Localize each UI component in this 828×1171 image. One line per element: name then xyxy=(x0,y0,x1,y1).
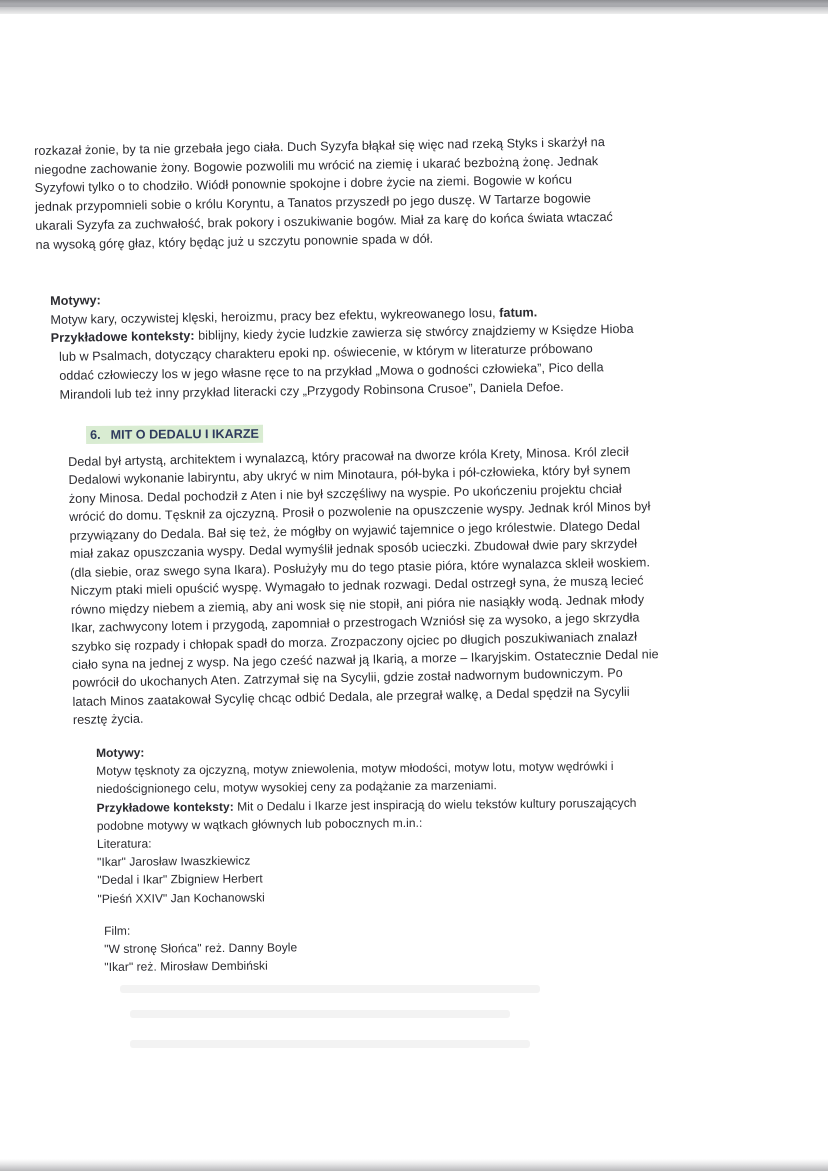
text-line: jednak przypomnieli sobie o królu Koryntu, a Tanatos przyszedł po jego duszę. W Tartarze bogowie xyxy=(34,191,592,215)
literature-item: "Ikar" Jarosław Iwaszkiewicz xyxy=(97,853,251,870)
contexts-line: Mirandoli lub też inny przykład literacki czy „Przygody Robinsona Crusoe”, Daniela Defoe. xyxy=(59,379,564,402)
section6-heading xyxy=(86,425,263,444)
motifs-line: niedoścignionego celu, motyw wysokiej ceny za podążanie za marzeniami. xyxy=(96,778,497,797)
motifs-bold-tail: fatum. xyxy=(499,305,538,320)
contexts-label: Przykładowe konteksty: xyxy=(50,329,195,346)
film-item: "W stronę Słońca" reż. Danny Boyle xyxy=(104,940,298,957)
contexts-label: Przykładowe konteksty: xyxy=(96,799,234,815)
contexts-first-line: biblijny, kiedy życie ludzkie zawierza się stwórcy znajdziemy w Księdze Hioba xyxy=(198,322,634,344)
text-line: latach Minos zaatakował Sycylię chcąc odbić Dedala, ale przegrał walkę, a Dedal spędził na Sycylii xyxy=(72,684,630,709)
show-through-mark xyxy=(120,985,540,993)
motifs-line: Motyw tęsknoty za ojczyzną, motyw zniewolenia, motyw młodości, motyw lotu, motyw wędrówki i xyxy=(96,759,614,779)
literature-item: "Pieśń XXIV" Jan Kochanowski xyxy=(97,890,265,906)
text-line: przywiązany do Dedala. Bał się też, że mógłby on wyjawić tajemnice o jego królestwie. Dlatego Dedal xyxy=(69,518,641,543)
text-line: Dedalowi wykonanie labiryntu, aby ukryć w nim Minotaura, pół-byka i pół-człowieka, który był synem xyxy=(68,463,631,488)
text-line: równo między niebem a ziemią, aby ani wosk się nie stopił, ani pióra nie nasiąkły wodą. Jednak młody xyxy=(70,592,645,617)
text-line: (dla siebie, oraz swego syna Ikara). Posłużyły mu do tego ptasie pióra, które wynalazca skleił woskiem. xyxy=(70,555,651,580)
text-line: na wysoką górę głaz, który będąc już u szczytu ponownie spada w dół. xyxy=(35,231,434,252)
text-line: wrócić do domu. Tęsknił za ojczyzną. Prosił o pozwolenie na opuszczenie wyspy. Jednak król Minos był xyxy=(69,499,651,525)
contexts-line: oddać człowieczy los w jego własne ręce to na przykład „Mowa o godności człowieka”, Pico della xyxy=(59,360,604,383)
text-line: żony Minosa. Dedal pochodził z Aten i nie był szczęśliwy na wyspie. Po ukończeniu projektu chciał xyxy=(68,481,622,506)
show-through-mark xyxy=(130,1040,530,1048)
motifs-label: Motywy: xyxy=(50,293,101,308)
text-line: powrócił do ukochanych Aten. Zatrzymał się na Sycylii, gdzie został nadwornym budowniczym. Po xyxy=(72,666,623,691)
section5-motifs-block xyxy=(50,283,635,404)
text-line: ukarali Syzyfa za zuchwałość, brak pokory i oszukiwanie bogów. Miał za karę do końca świata wtaczać xyxy=(35,209,613,233)
scan-top-shadow-line xyxy=(0,4,828,7)
section5-paragraph xyxy=(34,133,613,254)
text-line: resztę życia. xyxy=(72,712,144,728)
film-label: Film: xyxy=(104,923,131,938)
motifs-text: Motyw kary, oczywistej klęski, heroizmu, pracy bez efektu, wykreowanego losu, xyxy=(50,305,496,327)
text-line: miał zakaz opuszczania wyspy. Dedal wymyślił jednak sposób ucieczki. Zbudował dwie pary skrzydeł xyxy=(69,536,638,562)
contexts-first-line: Mit o Dedalu i Ikarze jest inspiracją do wielu tekstów kultury poruszających xyxy=(237,795,637,814)
text-line: ciało syna na jednej z wysp. Na jego cześć nazwał ją Ikarią, a morze – Ikaryjskim. Ostatecznie Dedal nie xyxy=(71,647,659,672)
section-title: MIT O DEDALU I IKARZE xyxy=(110,426,259,442)
literature-label: Literatura: xyxy=(96,836,152,852)
text-line: Syzyfowi tylko o to chodziło. Wiódł ponownie spokojne i dobre życie na ziemi. Bogowie w końcu xyxy=(34,172,573,196)
contexts-line: podobne motywy w wątkach głównych lub pobocznych m.in.: xyxy=(96,815,423,833)
show-through-mark xyxy=(130,1010,510,1018)
text-line: rozkazał żonie, by ta nie grzebała jego ciała. Duch Syzyfa błąkał się więc nad rzeką Styks i skarżył na xyxy=(34,135,605,158)
text-line: Niczym ptaki mieli opuścić wyspę. Wymagało to jednak rozwagi. Dedal ostrzegł syna, że muszą lecieć xyxy=(70,573,644,599)
section6-paragraph xyxy=(68,442,660,730)
text-line: Dedal był artystą, architektem i wynalazcą, który pracował na dworze króla Krety, Minosa. Król zlecił xyxy=(68,444,629,469)
film-item: "Ikar" reż. Mirosław Dembiński xyxy=(104,958,268,975)
scan-top-edge xyxy=(0,0,828,14)
text-line: Ikar, zachwycony lotem i przygodą, zapomniał o przestrogach Wzniósł się za wysoko, a jego skrzydła xyxy=(71,610,640,636)
section6-motifs-block xyxy=(96,739,637,908)
literature-item: "Dedal i Ikar" Zbigniew Herbert xyxy=(97,871,263,888)
scan-bottom-edge xyxy=(0,1159,828,1171)
section-number: 6. xyxy=(90,427,101,442)
section6-film-block xyxy=(104,920,297,976)
text-line: niegodne zachowanie żony. Bogowie pozwolili mu wrócić na ziemię i ukarać bezbożną żonę. Jednak xyxy=(34,153,599,177)
contexts-line: lub w Psalmach, dotyczący charakteru epoki np. oświecenie, w którym w literaturze próbowano xyxy=(58,341,593,364)
text-line: szybko się rozpady i chłopak spadł do morza. Zrozpaczony ojciec po długich poszukiwaniach znalazł xyxy=(71,629,638,654)
motifs-label: Motywy: xyxy=(96,745,145,760)
